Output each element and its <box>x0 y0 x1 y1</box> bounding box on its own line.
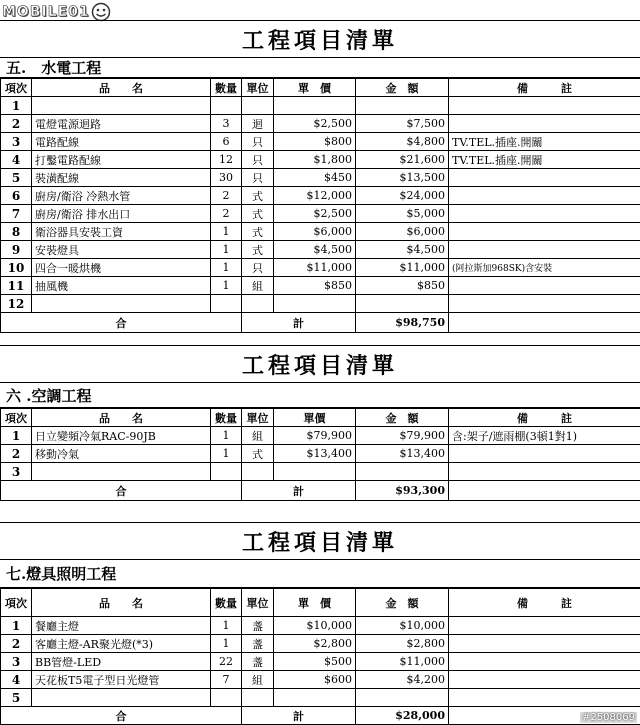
table-row <box>1 259 640 277</box>
quote-table <box>0 78 640 333</box>
cell-unit: 只 <box>242 133 274 151</box>
cell-no: 6 <box>1 187 32 205</box>
cell-name <box>32 295 211 313</box>
cell-price <box>274 295 356 313</box>
cell-unit: 盞 <box>242 653 274 671</box>
quote-table <box>0 408 640 501</box>
cell-amount: $7,500 <box>356 115 449 133</box>
cell-remark <box>449 295 640 313</box>
cell-amount: $13,400 <box>356 445 449 463</box>
total-row <box>1 481 640 501</box>
header-qty: 數量 <box>211 409 242 427</box>
cell-remark <box>449 205 640 223</box>
cell-no: 3 <box>1 463 32 481</box>
cell-price: $11,000 <box>274 259 356 277</box>
table-row <box>1 671 640 689</box>
table-row <box>1 689 640 707</box>
header-unit: 單位 <box>242 409 274 427</box>
cell-price: $600 <box>274 671 356 689</box>
cell-remark: TV.TEL.插座.開關 <box>449 151 640 169</box>
cell-amount: $11,000 <box>356 653 449 671</box>
cell-amount: $13,500 <box>356 169 449 187</box>
header-price: 單價 <box>274 409 356 427</box>
cell-name: 抽風機 <box>32 277 211 295</box>
cell-amount <box>356 97 449 115</box>
cell-no: 2 <box>1 635 32 653</box>
cell-qty <box>211 463 242 481</box>
cell-no: 1 <box>1 617 32 635</box>
cell-unit: 組 <box>242 671 274 689</box>
cell-name: 天花板T5電子型日光燈管 <box>32 671 211 689</box>
cell-no: 3 <box>1 653 32 671</box>
table-row <box>1 97 640 115</box>
table-row <box>1 205 640 223</box>
cell-name: 裝潢配線 <box>32 169 211 187</box>
header-name: 品 名 <box>32 589 211 617</box>
header-amount: 金 額 <box>356 589 449 617</box>
cell-price: $2,500 <box>274 205 356 223</box>
cell-price: $12,000 <box>274 187 356 205</box>
cell-price: $850 <box>274 277 356 295</box>
cell-remark <box>449 445 640 463</box>
cell-price <box>274 689 356 707</box>
cell-no: 8 <box>1 223 32 241</box>
header-amount: 金 額 <box>356 409 449 427</box>
table-header-row <box>1 589 640 617</box>
header-price: 單 價 <box>274 79 356 97</box>
cell-price: $450 <box>274 169 356 187</box>
total-label-a: 合 <box>1 707 242 725</box>
cell-qty: 12 <box>211 151 242 169</box>
table-row <box>1 617 640 635</box>
cell-unit: 盞 <box>242 617 274 635</box>
cell-price: $500 <box>274 653 356 671</box>
cell-no: 12 <box>1 295 32 313</box>
cell-unit <box>242 97 274 115</box>
cell-remark <box>449 671 640 689</box>
cell-name: 廚房/衛浴 冷熱水管 <box>32 187 211 205</box>
total-label-a: 合 <box>1 313 242 333</box>
section-subtitle: 七.燈具照明工程 <box>0 560 640 588</box>
cell-unit: 式 <box>242 241 274 259</box>
cell-no: 4 <box>1 151 32 169</box>
section-plumbing-electrical <box>0 20 640 333</box>
cell-name: 四合一暖烘機 <box>32 259 211 277</box>
cell-name: 電路配線 <box>32 133 211 151</box>
cell-name: 打鑿電路配線 <box>32 151 211 169</box>
cell-qty: 2 <box>211 187 242 205</box>
cell-no: 1 <box>1 427 32 445</box>
cell-remark <box>449 277 640 295</box>
total-row <box>1 707 640 725</box>
cell-qty: 30 <box>211 169 242 187</box>
cell-no: 9 <box>1 241 32 259</box>
header-remark: 備 註 <box>449 589 640 617</box>
table-header-row <box>1 409 640 427</box>
cell-qty: 7 <box>211 671 242 689</box>
cell-unit: 迴 <box>242 115 274 133</box>
cell-unit: 只 <box>242 169 274 187</box>
cell-amount: $4,800 <box>356 133 449 151</box>
cell-amount: $10,000 <box>356 617 449 635</box>
total-label-b: 計 <box>242 707 356 725</box>
cell-remark: TV.TEL.插座.開關 <box>449 133 640 151</box>
cell-unit <box>242 463 274 481</box>
cell-no: 5 <box>1 169 32 187</box>
cell-amount <box>356 689 449 707</box>
header-price: 單 價 <box>274 589 356 617</box>
header-unit: 單位 <box>242 589 274 617</box>
cell-amount: $6,000 <box>356 223 449 241</box>
cell-amount: $79,900 <box>356 427 449 445</box>
header-qty: 數量 <box>211 589 242 617</box>
total-remark <box>449 313 640 333</box>
table-header-row <box>1 79 640 97</box>
header-no: 項次 <box>1 589 32 617</box>
cell-qty: 1 <box>211 259 242 277</box>
section-subtitle: 五. 水電工程 <box>0 58 640 78</box>
cell-price <box>274 97 356 115</box>
cell-amount: $5,000 <box>356 205 449 223</box>
cell-qty <box>211 295 242 313</box>
total-remark <box>449 481 640 501</box>
cell-qty: 1 <box>211 445 242 463</box>
cell-amount: $21,600 <box>356 151 449 169</box>
header-name: 品 名 <box>32 409 211 427</box>
cell-name: 客廳主燈-AR聚光燈(*3) <box>32 635 211 653</box>
header-no: 項次 <box>1 409 32 427</box>
cell-price: $2,500 <box>274 115 356 133</box>
cell-unit <box>242 689 274 707</box>
cell-qty <box>211 689 242 707</box>
header-no: 項次 <box>1 79 32 97</box>
header-name: 品 名 <box>32 79 211 97</box>
watermark: #2508069 <box>582 712 635 723</box>
table-row <box>1 187 640 205</box>
cell-unit: 組 <box>242 277 274 295</box>
cell-price: $10,000 <box>274 617 356 635</box>
cell-name: 廚房/衛浴 排水出口 <box>32 205 211 223</box>
cell-amount: $2,800 <box>356 635 449 653</box>
cell-price: $1,800 <box>274 151 356 169</box>
table-row <box>1 169 640 187</box>
total-label-b: 計 <box>242 313 356 333</box>
header-remark: 備 註 <box>449 409 640 427</box>
cell-amount: $4,200 <box>356 671 449 689</box>
cell-amount: $850 <box>356 277 449 295</box>
table-row <box>1 295 640 313</box>
cell-amount: $24,000 <box>356 187 449 205</box>
header-qty: 數量 <box>211 79 242 97</box>
cell-remark <box>449 169 640 187</box>
cell-qty: 22 <box>211 653 242 671</box>
cell-qty: 3 <box>211 115 242 133</box>
cell-unit <box>242 295 274 313</box>
table-row <box>1 463 640 481</box>
cell-remark <box>449 223 640 241</box>
cell-remark <box>449 187 640 205</box>
total-amount: $28,000 <box>356 707 449 725</box>
cell-price: $800 <box>274 133 356 151</box>
section-title: 工程項目清單 <box>0 20 640 58</box>
total-label-b: 計 <box>242 481 356 501</box>
cell-name: 移動冷氣 <box>32 445 211 463</box>
cell-price <box>274 463 356 481</box>
section-lighting <box>0 522 640 725</box>
cell-name <box>32 463 211 481</box>
cell-no: 2 <box>1 115 32 133</box>
cell-amount: $11,000 <box>356 259 449 277</box>
table-row <box>1 151 640 169</box>
cell-no: 3 <box>1 133 32 151</box>
cell-remark <box>449 635 640 653</box>
cell-unit: 盞 <box>242 635 274 653</box>
smiley-icon <box>91 2 111 22</box>
cell-remark <box>449 689 640 707</box>
cell-qty: 1 <box>211 277 242 295</box>
section-air-conditioning <box>0 345 640 501</box>
section-title: 工程項目清單 <box>0 345 640 383</box>
cell-name: 安裝燈具 <box>32 241 211 259</box>
cell-qty: 1 <box>211 427 242 445</box>
cell-no: 2 <box>1 445 32 463</box>
cell-unit: 式 <box>242 205 274 223</box>
cell-qty: 1 <box>211 241 242 259</box>
table-row <box>1 653 640 671</box>
table-row <box>1 223 640 241</box>
cell-remark <box>449 653 640 671</box>
quote-table <box>0 588 640 725</box>
cell-price: $6,000 <box>274 223 356 241</box>
logo-text: MOBILE01 <box>2 4 90 20</box>
cell-remark <box>449 463 640 481</box>
cell-price: $2,800 <box>274 635 356 653</box>
cell-amount: $4,500 <box>356 241 449 259</box>
cell-name: 日立變頻冷氣RAC-90JB <box>32 427 211 445</box>
cell-unit: 式 <box>242 187 274 205</box>
header-remark: 備 註 <box>449 79 640 97</box>
cell-unit: 只 <box>242 151 274 169</box>
cell-unit: 式 <box>242 223 274 241</box>
table-row <box>1 427 640 445</box>
cell-qty: 1 <box>211 223 242 241</box>
cell-remark <box>449 241 640 259</box>
cell-no: 11 <box>1 277 32 295</box>
cell-name <box>32 689 211 707</box>
cell-name: 電燈電源迴路 <box>32 115 211 133</box>
cell-amount <box>356 295 449 313</box>
cell-no: 4 <box>1 671 32 689</box>
cell-qty: 6 <box>211 133 242 151</box>
header-amount: 金 額 <box>356 79 449 97</box>
cell-no: 7 <box>1 205 32 223</box>
cell-remark: 含:架子/遮雨棚(3頓1對1) <box>449 427 640 445</box>
header-unit: 單位 <box>242 79 274 97</box>
cell-name: 餐廳主燈 <box>32 617 211 635</box>
cell-qty: 1 <box>211 635 242 653</box>
table-row <box>1 133 640 151</box>
cell-remark <box>449 115 640 133</box>
total-row <box>1 313 640 333</box>
cell-remark: (阿拉斯加968SK)含安裝 <box>449 259 640 277</box>
table-row <box>1 241 640 259</box>
cell-price: $79,900 <box>274 427 356 445</box>
section-title: 工程項目清單 <box>0 522 640 560</box>
table-row <box>1 635 640 653</box>
total-label-a: 合 <box>1 481 242 501</box>
cell-unit: 式 <box>242 445 274 463</box>
table-row <box>1 115 640 133</box>
total-amount: $93,300 <box>356 481 449 501</box>
cell-remark <box>449 97 640 115</box>
cell-qty <box>211 97 242 115</box>
cell-name: 衛浴器具安裝工資 <box>32 223 211 241</box>
cell-amount <box>356 463 449 481</box>
cell-no: 5 <box>1 689 32 707</box>
cell-name: BB管燈-LED <box>32 653 211 671</box>
cell-unit: 組 <box>242 427 274 445</box>
cell-no: 10 <box>1 259 32 277</box>
table-row <box>1 277 640 295</box>
cell-no: 1 <box>1 97 32 115</box>
section-subtitle: 六 .空調工程 <box>0 383 640 408</box>
cell-unit: 只 <box>242 259 274 277</box>
cell-price: $4,500 <box>274 241 356 259</box>
cell-qty: 1 <box>211 617 242 635</box>
cell-remark <box>449 617 640 635</box>
table-row <box>1 445 640 463</box>
total-amount: $98,750 <box>356 313 449 333</box>
cell-price: $13,400 <box>274 445 356 463</box>
cell-name <box>32 97 211 115</box>
cell-qty: 2 <box>211 205 242 223</box>
